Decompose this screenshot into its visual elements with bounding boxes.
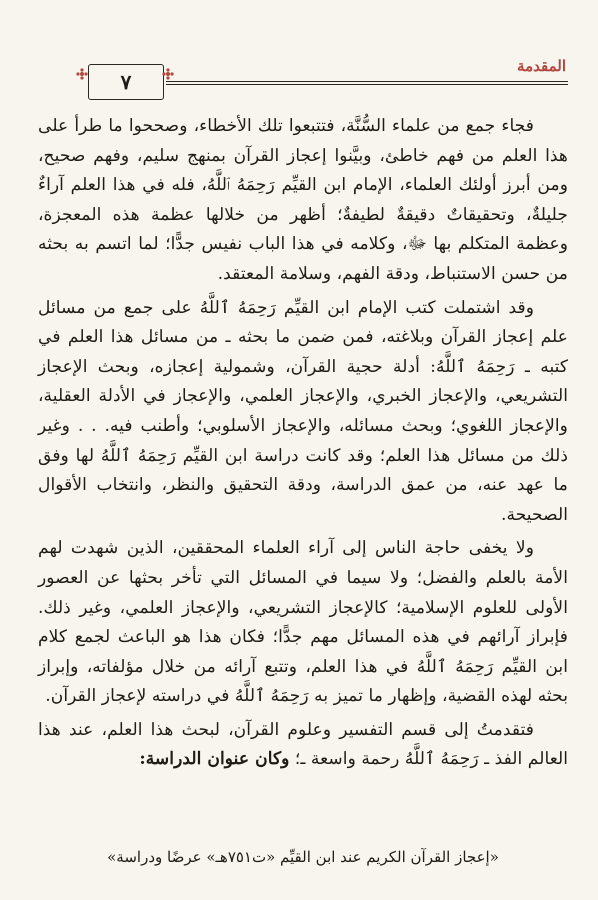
flower-ornament-icon — [76, 68, 88, 80]
page-number: ٧ — [88, 64, 164, 100]
paragraph: ولا يخفى حاجة الناس إلى آراء العلماء المحققين، الذين شهدت لهم الأمة بالعلم والفضل؛ ولا سيما في المسائل التي تأخر بحثها عن العصور الأولى للعلوم الإسلامية؛ كالإعجاز التشريعي، والإعجاز العلمي، وغير ذلك. فإبراز آرائهم في هذه المسائل مهم جدًّا؛ فكان هذا هو الباعث لجمع كلام ابن القيِّم رَحِمَهُ ٱللَّهُ في هذا العلم، وتتبع آرائه من خلال مؤلفاته، وإبراز بحثه لهذه القضية، وإظهار ما تميز به رَحِمَهُ ٱللَّهُ في دراسته لإعجاز القرآن. — [38, 538, 568, 707]
page-header — [38, 50, 570, 100]
chapter-title: المقدمة — [509, 57, 566, 75]
paragraph-text: فتقدمتُ إلى قسم التفسير وعلوم القرآن، لبحث هذا العلم، عند هذا العالم الفذ ـ رَحِمَهُ ٱللَّهُ رحمة واسعة ـ؛ — [38, 719, 568, 770]
paragraph: وقد اشتملت كتب الإمام ابن القيِّم رَحِمَهُ ٱللَّهُ على جمع من مسائل علم إعجاز القرآن وبلاغته، فمن ضمن ما بحثه ـ من مسائل هذا العلم في كتبه ـ رَحِمَهُ ٱللَّهُ: أدلة حجية القرآن، وشمولية إعجازه، وبحث الإعجاز التشريعي، والإعجاز الخبري، والإعجاز العلمي، والإعجاز في الأدلة العقلية، والإعجاز اللغوي؛ وبحث مسائله، والإعجاز الأسلوبي؛ وأطنب فيه. . . وغير ذلك من مسائل هذا العلم؛ وقد كانت دراسة ابن القيِّم رَحِمَهُ ٱللَّهُ لها وفق ما عهد عنه، من عمق الدراسة، ودقة التحقيق والنظر، وانتخاب الأقوال الصحيحة. — [38, 297, 568, 525]
flower-ornament-icon — [162, 68, 174, 80]
main-text — [38, 112, 568, 779]
paragraph: فجاء جمع من علماء السُّنَّة، فتتبعوا تلك الأخطاء، وصححوا ما طرأ على هذا العلم من فهم خاطئ، وبيَّنوا إعجاز القرآن بمنهج سليم، وفهم صحيح، ومن أبرز أولئك العلماء، الإمام ابن القيِّم رَحِمَهُ ٱللَّهُ، فله في هذا العلم آراءٌ جليلةٌ، وتحقيقاتٌ دقيقةٌ لطيفةٌ؛ أظهر من خلالها عظمة هذه المعجزة، وعظمة المتكلم بها ﷻ، وكلامه في هذا الباب نفيس جدًّا؛ لما اتسم به بحثه من حسن الاستنباط، ودقة الفهم، وسلامة المعتقد. — [38, 116, 568, 284]
paragraph — [38, 716, 568, 775]
study-title: «إعجاز القرآن الكريم عند ابن القيِّم «ت٧٥١هـ» عرضًا ودراسة» — [107, 848, 499, 866]
header-rule — [166, 84, 568, 85]
study-title-lead: وكان عنوان الدراسة: — [139, 749, 290, 770]
header-rule — [166, 81, 568, 82]
